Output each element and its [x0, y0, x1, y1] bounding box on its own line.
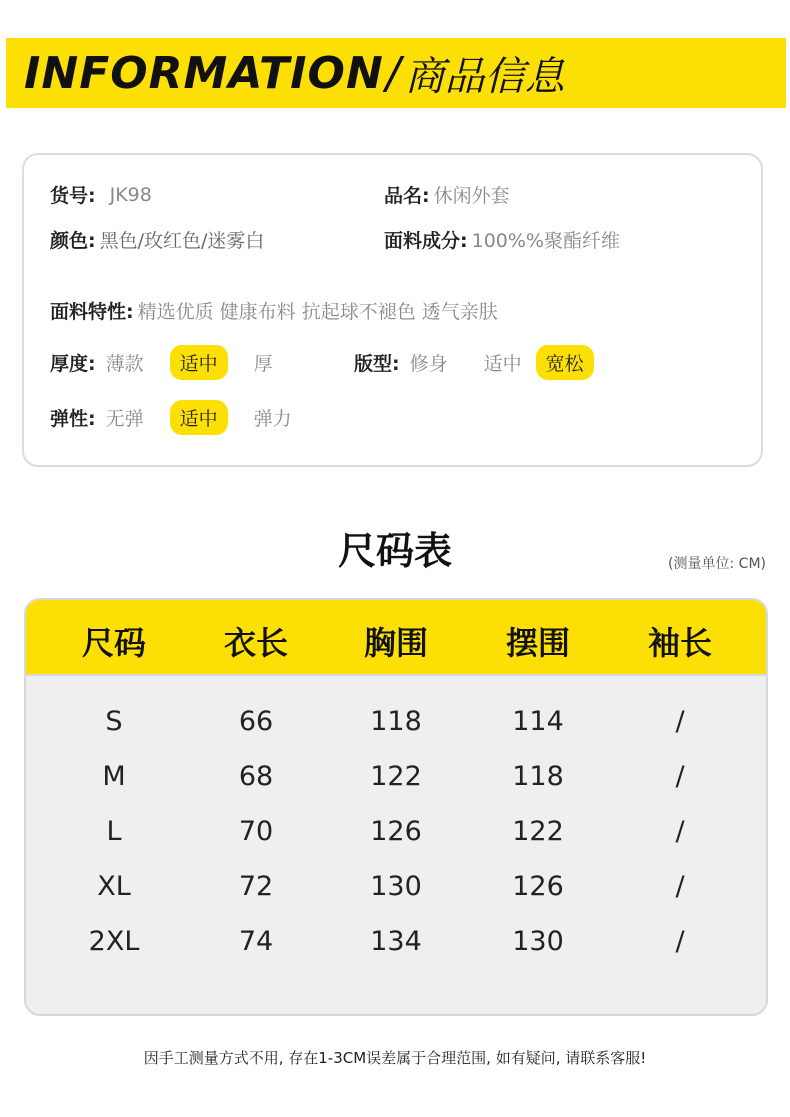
fabric-label: 面料成分: — [384, 230, 468, 252]
thickness-option-thick: 厚 — [253, 353, 273, 375]
table-cell: 130 — [370, 871, 422, 902]
table-row — [26, 761, 766, 801]
info-banner — [6, 38, 786, 108]
table-cell: M — [102, 761, 126, 792]
table-cell: 122 — [370, 761, 422, 792]
banner-title-cn: 商品信息 — [404, 53, 565, 100]
table-cell: 74 — [238, 926, 274, 957]
fit-label: 版型: — [354, 353, 400, 375]
color-value: 黑色/玫红色/迷雾白 — [99, 230, 265, 252]
unit-note: (测量单位: CM) — [668, 556, 766, 572]
table-cell: S — [105, 706, 123, 737]
table-cell: 126 — [370, 816, 422, 847]
header-length: 衣长 — [223, 624, 289, 662]
color-label: 颜色: — [50, 230, 96, 252]
header-hem: 摆围 — [505, 624, 571, 662]
table-cell: XL — [97, 871, 131, 902]
item-no-row — [50, 181, 152, 208]
fit-option-slim: 修身 — [409, 353, 448, 375]
table-cell: / — [675, 871, 685, 902]
name-row — [384, 181, 510, 208]
table-header-row — [26, 600, 766, 676]
table-cell: 72 — [238, 871, 274, 902]
fit-option-loose: 宽松 — [536, 345, 594, 380]
table-row — [26, 926, 766, 966]
table-cell: / — [675, 926, 685, 957]
table-cell: 118 — [370, 706, 422, 737]
table-cell: 114 — [512, 706, 564, 737]
table-row — [26, 816, 766, 856]
fit-option-regular: 适中 — [483, 353, 522, 375]
header-sleeve: 袖长 — [647, 624, 713, 662]
banner-separator: / — [385, 47, 401, 99]
banner-title-en: INFORMATION — [24, 47, 384, 99]
table-row — [26, 871, 766, 911]
thickness-label: 厚度: — [50, 353, 96, 375]
table-cell: / — [675, 816, 685, 847]
table-row — [26, 706, 766, 746]
measurement-footnote: 因手工测量方式不用, 存在1-3CM误差属于合理范围, 如有疑问, 请联系客服! — [143, 1049, 647, 1067]
elastic-row — [50, 400, 302, 435]
color-row — [50, 226, 264, 253]
elastic-label: 弹性: — [50, 408, 96, 430]
fit-row — [354, 345, 594, 380]
header-chest: 胸围 — [363, 624, 429, 662]
thickness-row — [50, 345, 283, 380]
name-value: 休闲外套 — [433, 185, 510, 207]
fabric-row — [384, 226, 620, 253]
size-table — [24, 598, 768, 1016]
table-cell: / — [675, 706, 685, 737]
thickness-option-thin: 薄款 — [105, 353, 144, 375]
size-chart-title: 尺码表 — [337, 529, 452, 573]
feature-value: 精选优质 健康布料 抗起球不褪色 透气亲肤 — [137, 301, 498, 323]
table-cell: L — [106, 816, 122, 847]
fabric-value: 100%%聚酯纤维 — [471, 230, 620, 252]
item-no-label: 货号: — [50, 185, 96, 207]
name-label: 品名: — [384, 185, 430, 207]
table-cell: 130 — [512, 926, 564, 957]
table-cell: 68 — [238, 761, 274, 792]
elastic-option-none: 无弹 — [105, 408, 144, 430]
feature-row — [50, 297, 498, 324]
table-cell: 70 — [238, 816, 274, 847]
table-cell: 2XL — [88, 926, 140, 957]
header-size: 尺码 — [81, 624, 147, 662]
item-no-value: JK98 — [109, 183, 152, 206]
elastic-option-stretch: 弹力 — [253, 408, 292, 430]
table-cell: 122 — [512, 816, 564, 847]
table-cell: 134 — [370, 926, 422, 957]
table-cell: 66 — [238, 706, 274, 737]
product-info-card — [22, 153, 763, 467]
table-cell: / — [675, 761, 685, 792]
table-cell: 126 — [512, 871, 564, 902]
thickness-option-medium: 适中 — [170, 345, 228, 380]
table-cell: 118 — [512, 761, 564, 792]
elastic-option-medium: 适中 — [170, 400, 228, 435]
feature-label: 面料特性: — [50, 301, 134, 323]
